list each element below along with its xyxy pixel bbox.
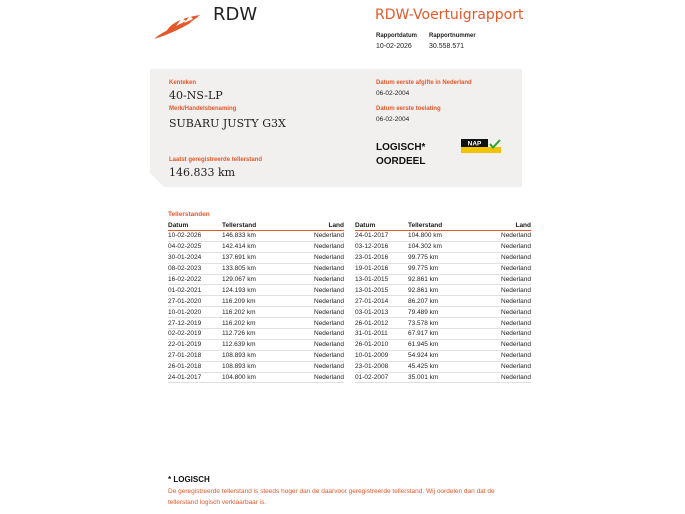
table-row — [168, 339, 344, 350]
odometer-table-right — [355, 221, 531, 383]
cell-country: Nederland — [480, 339, 531, 350]
odometer-label: Laatst geregistreerde tellerstand — [169, 157, 263, 163]
cell-date: 27-12-2019 — [168, 318, 222, 329]
cell-country: Nederland — [294, 339, 344, 350]
cell-reading: 45.425 km — [408, 361, 480, 372]
cell-reading: 86.207 km — [408, 296, 480, 307]
table-row — [168, 318, 344, 329]
first-admission-label: Datum eerste toelating — [376, 106, 441, 112]
table-row — [355, 350, 531, 361]
cell-date: 10-01-2020 — [168, 307, 222, 318]
table-row — [168, 263, 344, 274]
table-row — [355, 361, 531, 372]
cell-date: 08-02-2023 — [168, 263, 222, 274]
table-row — [168, 231, 344, 242]
cell-date: 26-01-2010 — [355, 339, 408, 350]
cell-country: Nederland — [294, 329, 344, 340]
cell-date: 10-01-2009 — [355, 350, 408, 361]
odometer-section-title: Tellerstanden — [168, 211, 210, 218]
table-row — [168, 274, 344, 285]
cell-date: 16-02-2022 — [168, 274, 222, 285]
table-row — [355, 263, 531, 274]
table-row — [355, 372, 531, 383]
report-number-label: Rapportnummer — [429, 33, 476, 39]
cell-date: 27-01-2018 — [168, 350, 222, 361]
cell-date: 13-01-2015 — [355, 274, 408, 285]
cell-date: 03-12-2016 — [355, 241, 408, 252]
cell-country: Nederland — [480, 274, 531, 285]
cell-date: 19-01-2016 — [355, 263, 408, 274]
table-row — [355, 231, 531, 242]
table-row — [168, 307, 344, 318]
table-row — [355, 329, 531, 340]
cell-reading: 99.775 km — [408, 263, 480, 274]
table-row — [168, 296, 344, 307]
cell-country: Nederland — [480, 361, 531, 372]
first-nl-label: Datum eerste afgifte in Nederland — [376, 80, 472, 86]
cell-date: 13-01-2015 — [355, 285, 408, 296]
cell-reading: 67.917 km — [408, 329, 480, 340]
cell-country: Nederland — [294, 318, 344, 329]
cell-reading: 112.639 km — [222, 339, 294, 350]
table-row — [355, 339, 531, 350]
cell-reading: 146.833 km — [222, 231, 294, 242]
table-row — [355, 296, 531, 307]
cell-country: Nederland — [480, 263, 531, 274]
cell-date: 23-01-2016 — [355, 252, 408, 263]
cell-date: 01-02-2007 — [355, 372, 408, 383]
cell-reading: 108.893 km — [222, 350, 294, 361]
cell-reading: 116.202 km — [222, 307, 294, 318]
table-row — [168, 350, 344, 361]
table-row — [168, 241, 344, 252]
cell-reading: 112.726 km — [222, 329, 294, 340]
cell-reading: 133.805 km — [222, 263, 294, 274]
cell-country: Nederland — [480, 231, 531, 242]
cell-country: Nederland — [294, 307, 344, 318]
cell-country: Nederland — [294, 350, 344, 361]
table-header-row — [168, 221, 344, 231]
cell-country: Nederland — [480, 307, 531, 318]
table-row — [355, 285, 531, 296]
cell-country: Nederland — [480, 296, 531, 307]
cell-reading: 129.067 km — [222, 274, 294, 285]
cell-date: 22-01-2019 — [168, 339, 222, 350]
cell-country: Nederland — [294, 274, 344, 285]
cell-date: 26-01-2012 — [355, 318, 408, 329]
cell-country: Nederland — [294, 241, 344, 252]
cell-reading: 79.489 km — [408, 307, 480, 318]
cell-date: 01-02-2021 — [168, 285, 222, 296]
cell-date: 27-01-2020 — [168, 296, 222, 307]
panel-corner-cut — [150, 173, 164, 187]
cell-date: 31-01-2011 — [355, 329, 408, 340]
cell-reading: 104.302 km — [408, 241, 480, 252]
nap-logo-text: NAP — [467, 140, 482, 148]
cell-date: 02-02-2019 — [168, 329, 222, 340]
cell-date: 23-01-2008 — [355, 361, 408, 372]
plate-value: 40-NS-LP — [169, 89, 223, 102]
table-row — [168, 329, 344, 340]
cell-reading: 137.691 km — [222, 252, 294, 263]
odometer-table-left — [168, 221, 344, 383]
table-row — [168, 252, 344, 263]
cell-country: Nederland — [294, 285, 344, 296]
cell-reading: 99.775 km — [408, 252, 480, 263]
cell-reading: 108.893 km — [222, 361, 294, 372]
cell-country: Nederland — [294, 252, 344, 263]
header-date: Datum — [355, 221, 408, 231]
cell-country: Nederland — [480, 372, 531, 383]
make-label: Merk/Handelsbenaming — [169, 106, 237, 112]
cell-reading: 73.578 km — [408, 318, 480, 329]
cell-date: 30-01-2024 — [168, 252, 222, 263]
report-date-value: 10-02-2026 — [376, 43, 412, 50]
table-row — [355, 274, 531, 285]
table-row — [355, 307, 531, 318]
report-date-label: Rapportdatum — [376, 33, 417, 39]
header-reading: Tellerstand — [222, 221, 294, 231]
cell-country: Nederland — [294, 263, 344, 274]
cell-reading: 61.945 km — [408, 339, 480, 350]
first-admission-value: 06-02-2004 — [376, 116, 410, 123]
cell-country: Nederland — [480, 285, 531, 296]
cell-date: 10-02-2026 — [168, 231, 222, 242]
cell-reading: 142.414 km — [222, 241, 294, 252]
table-header-row — [355, 221, 531, 231]
odometer-value: 146.833 km — [169, 166, 236, 179]
cell-reading: 35.001 km — [408, 372, 480, 383]
table-row — [168, 285, 344, 296]
verdict-line1: LOGISCH* — [376, 142, 426, 153]
table-row — [355, 241, 531, 252]
cell-date: 26-01-2018 — [168, 361, 222, 372]
cell-reading: 92.861 km — [408, 274, 480, 285]
cell-date: 03-01-2013 — [355, 307, 408, 318]
verdict — [376, 141, 425, 169]
cell-reading: 92.861 km — [408, 285, 480, 296]
cell-date: 24-01-2017 — [355, 231, 408, 242]
header-date: Datum — [168, 221, 222, 231]
rdw-logo-icon — [152, 12, 204, 42]
cell-country: Nederland — [480, 350, 531, 361]
cell-country: Nederland — [480, 318, 531, 329]
cell-country: Nederland — [480, 241, 531, 252]
cell-date: 24-01-2017 — [168, 372, 222, 383]
cell-reading: 124.193 km — [222, 285, 294, 296]
cell-country: Nederland — [480, 329, 531, 340]
cell-reading: 116.209 km — [222, 296, 294, 307]
cell-country: Nederland — [480, 252, 531, 263]
cell-country: Nederland — [294, 296, 344, 307]
cell-country: Nederland — [294, 231, 344, 242]
cell-reading: 54.924 km — [408, 350, 480, 361]
cell-reading: 104.800 km — [408, 231, 480, 242]
footer-text: De geregistreerde tellerstand is steeds hoger dan de daarvoor geregistreerde tellerstand. Wij oordelen dan dat de tellerstand logisch verklaarbaar is. — [168, 488, 495, 506]
plate-label: Kenteken — [169, 80, 197, 86]
first-nl-value: 06-02-2004 — [376, 90, 410, 97]
report-title: RDW-Voertuigrapport — [375, 7, 524, 23]
table-row — [168, 361, 344, 372]
cell-country: Nederland — [294, 372, 344, 383]
header-country: Land — [480, 221, 531, 231]
table-row — [355, 318, 531, 329]
cell-reading: 116.202 km — [222, 318, 294, 329]
logo-text: RDW — [213, 4, 258, 25]
cell-reading: 104.800 km — [222, 372, 294, 383]
table-row — [355, 252, 531, 263]
nap-logo-icon — [461, 139, 501, 153]
header-reading: Tellerstand — [408, 221, 480, 231]
report-number-value: 30.558.571 — [429, 43, 465, 50]
verdict-line2: OORDEEL — [376, 156, 426, 167]
cell-date: 04-02-2025 — [168, 241, 222, 252]
footer-title: * LOGISCH — [168, 475, 210, 484]
cell-date: 27-01-2014 — [355, 296, 408, 307]
header-country: Land — [294, 221, 344, 231]
cell-country: Nederland — [294, 361, 344, 372]
make-value: SUBARU JUSTY G3X — [169, 117, 286, 130]
table-row — [168, 372, 344, 383]
